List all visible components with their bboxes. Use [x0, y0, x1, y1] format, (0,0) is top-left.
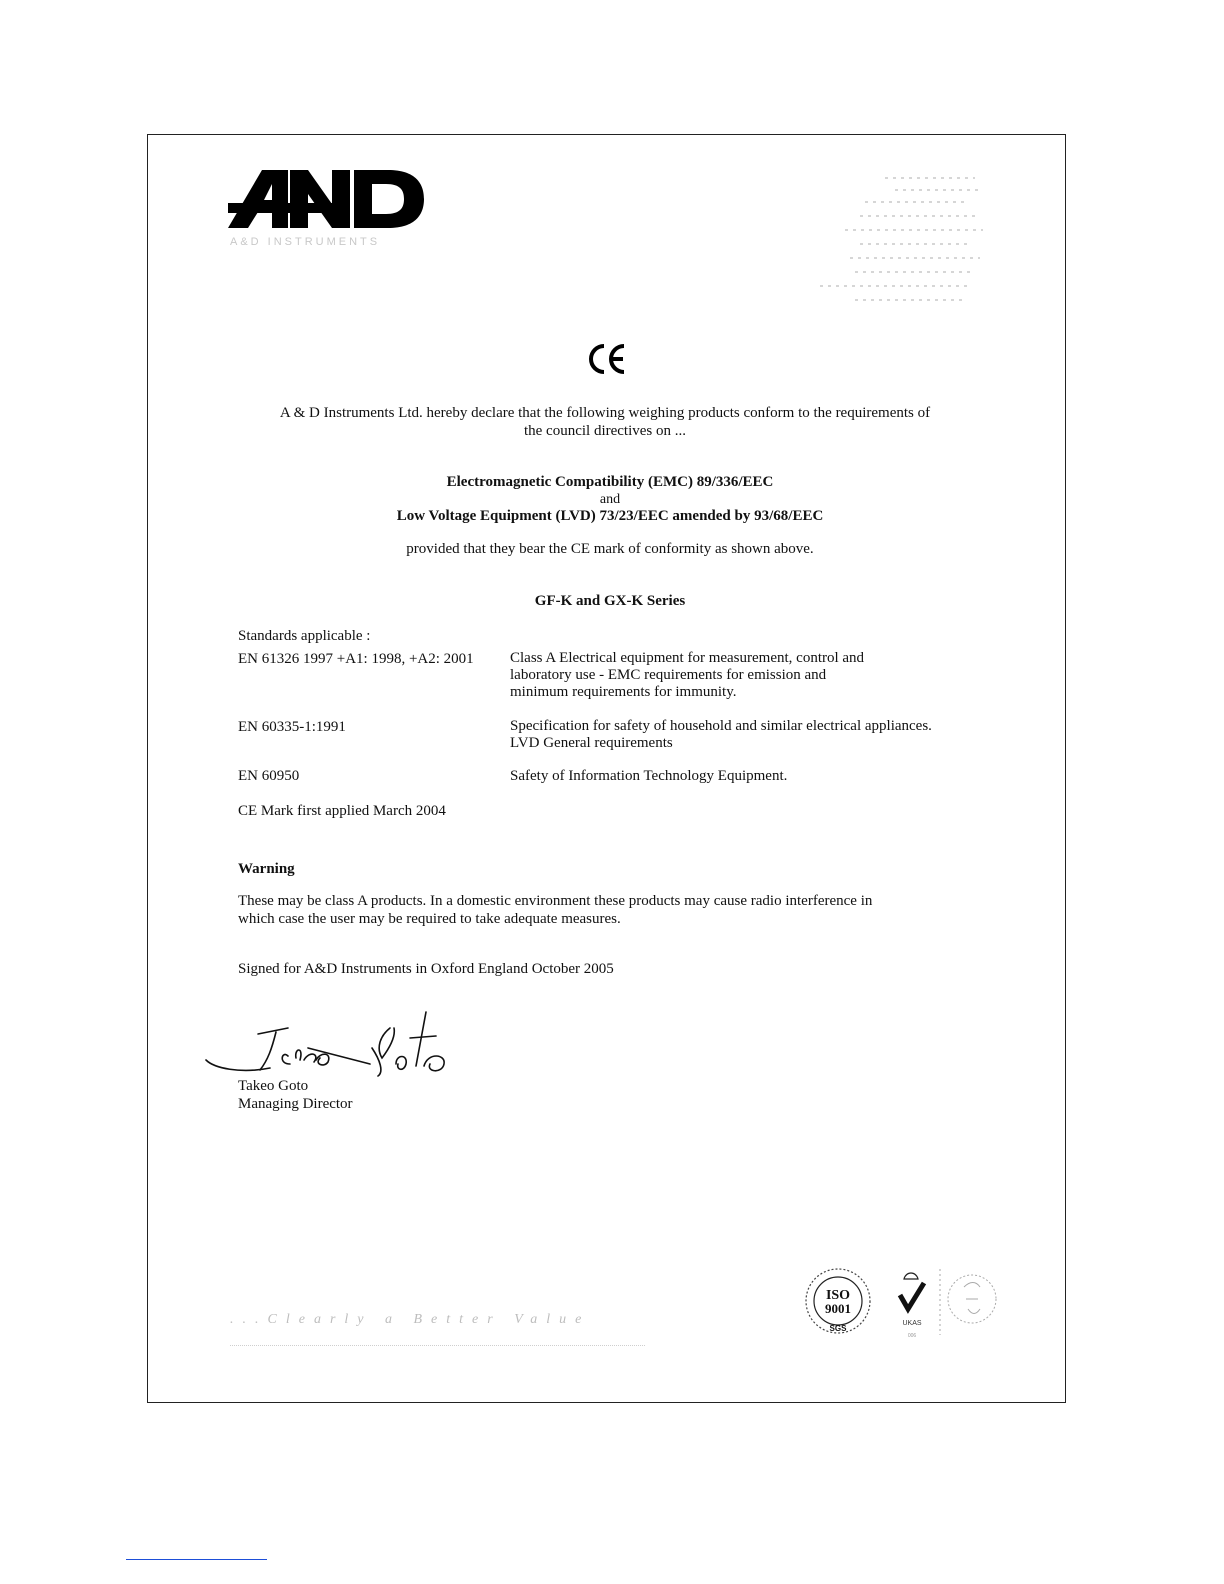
warning-heading: Warning [238, 861, 295, 877]
declaration-text [200, 404, 1010, 440]
standard-description-line: Specification for safety of household and similar electrical appliances. [510, 718, 932, 734]
ce-first-applied: CE Mark first applied March 2004 [238, 803, 446, 819]
product-series: GF-K and GX-K Series [534, 593, 686, 609]
standard-code: EN 61326 1997 +A1: 1998, +A2: 2001 [238, 651, 474, 667]
warning-text [238, 892, 968, 928]
standard-description [510, 718, 990, 752]
standard-code: EN 60950 [238, 768, 300, 784]
standards-heading: Standards applicable : [238, 628, 371, 644]
ukas-label: UKAS [902, 1320, 922, 1327]
directive-and: and [599, 492, 621, 507]
lvd-directive: Low Voltage Equipment (LVD) 73/23/EEC amended by 93/68/EEC [396, 508, 824, 524]
certification-logos [800, 1265, 1000, 1347]
standard-description-line: LVD General requirements [510, 735, 673, 751]
standard-description [510, 650, 990, 701]
standard-description-line: laboratory use - EMC requirements for emission and [510, 667, 827, 683]
logo-subtext: A&D INSTRUMENTS [230, 236, 381, 248]
company-logo [228, 170, 424, 228]
signatory [238, 1077, 353, 1113]
standard-description-line: Safety of Information Technology Equipment. [510, 768, 788, 784]
iso-number: 9001 [825, 1301, 851, 1316]
emc-directive: Electromagnetic Compatibility (EMC) 89/336/EEC [446, 474, 774, 490]
company-motto: ...Clearly a Better Value [230, 1312, 591, 1327]
provided-text: provided that they bear the CE mark of conformity as shown above. [406, 541, 814, 557]
footnote-separator [126, 1559, 267, 1560]
warning-line-1: These may be class A products. In a domestic environment these products may cause radio interference in [238, 893, 873, 909]
standard-description-line: Class A Electrical equipment for measurement, control and [510, 650, 865, 666]
handwritten-signature [200, 1008, 460, 1083]
declaration-line-2: the council directives on ... [523, 423, 687, 439]
standard-code: EN 60335-1:1991 [238, 719, 346, 735]
declaration-line-1: A & D Instruments Ltd. hereby declare that the following weighing products conform to the requirements of [279, 405, 931, 421]
ce-mark [587, 343, 627, 375]
accreditation-seal [940, 1269, 996, 1335]
warning-line-2: which case the user may be required to take adequate measures. [238, 911, 621, 927]
iso-label: ISO [825, 1288, 851, 1303]
sgs-label: SGS [829, 1324, 847, 1333]
motto-divider [230, 1345, 645, 1346]
standard-description-line: minimum requirements for immunity. [510, 684, 737, 700]
signed-statement: Signed for A&D Instruments in Oxford England October 2005 [238, 961, 614, 977]
ukas-mark [900, 1273, 924, 1339]
company-address-block [805, 172, 985, 312]
signatory-title: Managing Director [238, 1096, 353, 1112]
svg-text:006: 006 [907, 1333, 917, 1339]
standard-description [510, 768, 990, 785]
iso-9001-seal [806, 1269, 870, 1333]
signatory-name: Takeo Goto [238, 1078, 309, 1094]
